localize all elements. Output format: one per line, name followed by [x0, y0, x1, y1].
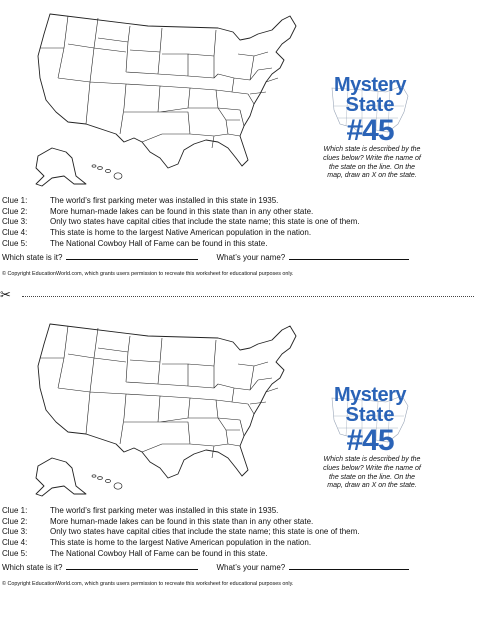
clue-item — [2, 217, 472, 228]
scissors-icon: ✂ — [0, 287, 11, 302]
clue-text: The world’s first parking meter was installed in this state in 1935. — [50, 506, 279, 515]
instructions-text: Which state is described by the clues below? Write the name of the state on the line. On the map, draw an X on the state. — [323, 146, 421, 180]
dotted-divider — [22, 296, 474, 297]
clue-item — [2, 549, 472, 560]
mystery-state-logo — [328, 376, 412, 458]
hawaii-outline — [92, 165, 122, 179]
mystery-state-logo — [328, 66, 412, 148]
state-borders — [40, 16, 278, 148]
name-line[interactable] — [289, 253, 409, 260]
alaska-outline — [36, 458, 86, 496]
clue-text: Only two states have capital cities that include the state name; this state is one of them. — [50, 527, 360, 537]
worksheet-bottom — [0, 318, 480, 608]
clue-text: The National Cowboy Hall of Fame can be found in this state. — [50, 238, 268, 248]
answer-label: Which state is it? — [2, 253, 63, 262]
answer-line[interactable] — [66, 563, 198, 570]
clue-text: This state is home to the largest Native American population in the nation. — [50, 538, 312, 548]
us-mainland-outline — [38, 324, 296, 478]
clue-label: Clue 2: — [2, 206, 28, 216]
clue-item — [2, 538, 472, 549]
us-outline-map — [28, 318, 318, 503]
logo-line-number: #45 — [346, 114, 394, 147]
logo-line-state: State — [345, 94, 395, 116]
logo-line-mystery: Mystery — [333, 74, 407, 96]
clue-item — [2, 506, 472, 517]
state-borders — [40, 326, 278, 458]
clue-text: More human-made lakes can be found in this state than in any other state. — [50, 206, 314, 216]
logo-line-state: State — [345, 404, 395, 426]
name-label: What’s your name? — [216, 563, 286, 572]
clue-list — [2, 506, 472, 560]
clue-text: Only two states have capital cities that include the state name; this state is one of them. — [50, 217, 360, 227]
clue-text: The National Cowboy Hall of Fame can be found in this state. — [50, 548, 268, 558]
clue-item — [2, 207, 472, 218]
clue-label: Clue 3: — [2, 527, 28, 537]
clue-label: Clue 4: — [2, 228, 28, 238]
clue-label: Clue 1: — [2, 506, 28, 515]
hawaii-outline — [92, 475, 122, 489]
clue-label: Clue 3: — [2, 217, 28, 227]
worksheet-top — [0, 8, 480, 298]
us-outline-map — [28, 8, 318, 193]
answer-label: Which state is it? — [2, 563, 63, 572]
clue-list — [2, 196, 472, 250]
clue-item — [2, 527, 472, 538]
name-line[interactable] — [289, 563, 409, 570]
alaska-outline — [36, 148, 86, 186]
clue-item — [2, 239, 472, 250]
logo-line-mystery: Mystery — [333, 384, 407, 406]
us-mainland-outline — [38, 14, 296, 168]
copyright-notice: © Copyright EducationWorld.com, which grants users permission to recreate this worksheet for educational purposes only. — [2, 581, 294, 587]
clue-label: Clue 1: — [2, 196, 28, 205]
clue-item — [2, 228, 472, 239]
clue-label: Clue 5: — [2, 238, 28, 248]
answer-row — [2, 563, 472, 572]
clue-text: The world’s first parking meter was installed in this state in 1935. — [50, 196, 279, 205]
instructions-text: Which state is described by the clues below? Write the name of the state on the line. On the map, draw an X on the state. — [323, 456, 421, 490]
copyright-notice: © Copyright EducationWorld.com, which grants users permission to recreate this worksheet for educational purposes only. — [2, 271, 294, 277]
clue-label: Clue 4: — [2, 538, 28, 548]
clue-text: This state is home to the largest Native American population in the nation. — [50, 228, 312, 238]
clue-label: Clue 5: — [2, 548, 28, 558]
clue-label: Clue 2: — [2, 516, 28, 526]
clue-item — [2, 196, 472, 207]
answer-line[interactable] — [66, 253, 198, 260]
clue-item — [2, 517, 472, 528]
name-label: What’s your name? — [216, 253, 286, 262]
cut-line — [0, 287, 480, 303]
answer-row — [2, 253, 472, 262]
clue-text: More human-made lakes can be found in this state than in any other state. — [50, 516, 314, 526]
logo-line-number: #45 — [346, 424, 394, 457]
